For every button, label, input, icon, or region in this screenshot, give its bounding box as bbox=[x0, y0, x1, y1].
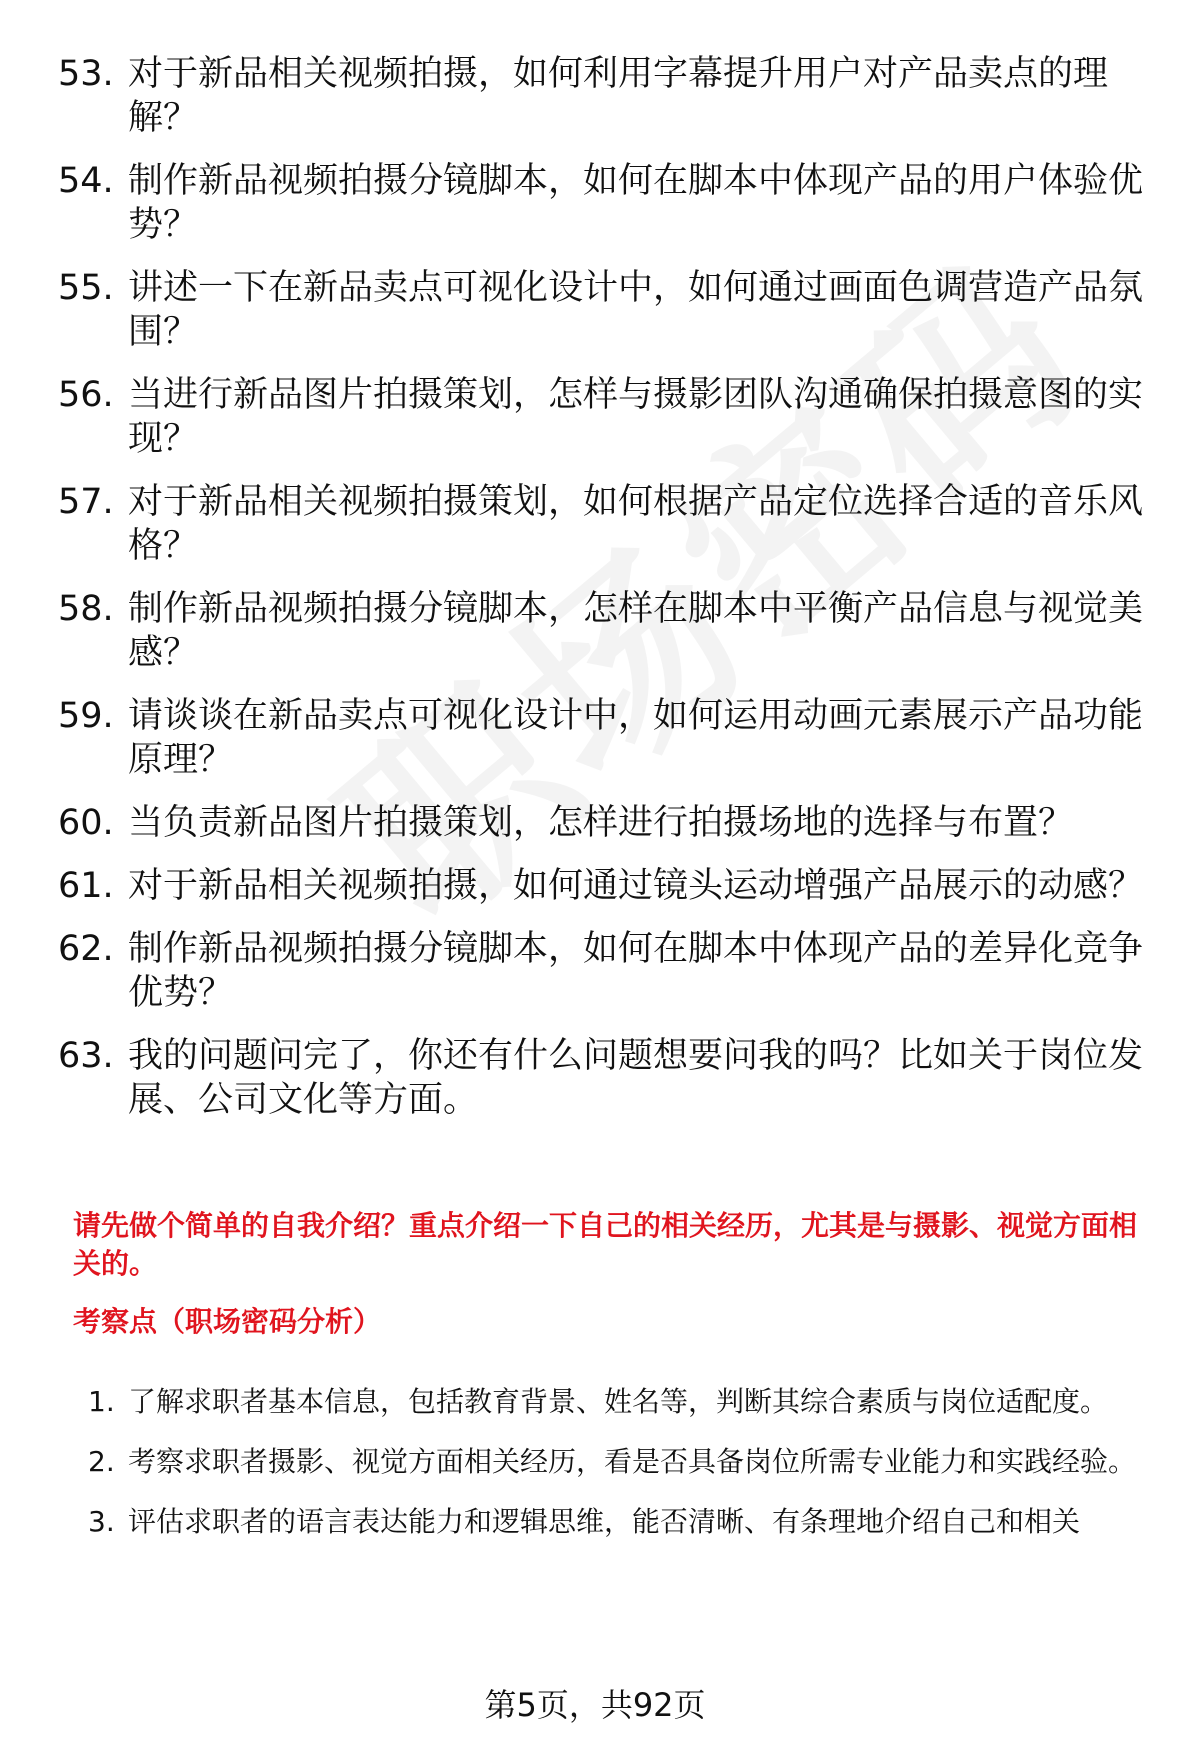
question-item bbox=[58, 373, 1150, 461]
question-number: 53. bbox=[58, 54, 114, 94]
question-text: 当进行新品图片拍摄策划，怎样与摄影团队沟通确保拍摄意图的实现？ bbox=[128, 375, 1144, 459]
question-item bbox=[58, 52, 1150, 140]
page-footer: 第5页，共92页 bbox=[484, 1686, 706, 1724]
question-item bbox=[58, 864, 1150, 908]
question-text: 对于新品相关视频拍摄策划，如何根据产品定位选择合适的音乐风格？ bbox=[128, 482, 1144, 566]
question-list bbox=[58, 52, 1150, 1141]
question-number: 61. bbox=[58, 866, 114, 906]
question-item bbox=[58, 694, 1150, 782]
analysis-point-list bbox=[88, 1372, 1150, 1552]
analysis-point bbox=[88, 1492, 1150, 1552]
analysis-heading: 考察点（职场密码分析） bbox=[73, 1305, 382, 1338]
question-item bbox=[58, 159, 1150, 247]
question-number: 62. bbox=[58, 929, 114, 969]
question-number: 57. bbox=[58, 482, 114, 522]
question-item bbox=[58, 587, 1150, 675]
question-number: 59. bbox=[58, 696, 114, 736]
analysis-point-number: 1. bbox=[88, 1385, 115, 1418]
analysis-point bbox=[88, 1372, 1150, 1432]
question-text: 讲述一下在新品卖点可视化设计中，如何通过画面色调营造产品氛围？ bbox=[128, 268, 1144, 352]
question-text: 制作新品视频拍摄分镜脚本，怎样在脚本中平衡产品信息与视觉美感？ bbox=[128, 589, 1144, 673]
question-number: 55. bbox=[58, 268, 114, 308]
analysis-point-number: 3. bbox=[88, 1505, 115, 1538]
question-item bbox=[58, 801, 1150, 845]
analysis-point-text: 评估求职者的语言表达能力和逻辑思维，能否清晰、有条理地介绍自己和相关 bbox=[128, 1505, 1081, 1538]
question-text: 对于新品相关视频拍摄，如何通过镜头运动增强产品展示的动感？ bbox=[128, 866, 1144, 906]
question-text: 我的问题问完了，你还有什么问题想要问我的吗？比如关于岗位发展、公司文化等方面。 bbox=[128, 1036, 1144, 1120]
analysis-point-text: 了解求职者基本信息，包括教育背景、姓名等，判断其综合素质与岗位适配度。 bbox=[128, 1385, 1109, 1418]
analysis-point-number: 2. bbox=[88, 1445, 115, 1478]
question-number: 58. bbox=[58, 589, 114, 629]
question-text: 制作新品视频拍摄分镜脚本，如何在脚本中体现产品的差异化竞争优势？ bbox=[128, 929, 1144, 1013]
highlight-question: 请先做个简单的自我介绍？重点介绍一下自己的相关经历，尤其是与摄影、视觉方面相关的。 bbox=[73, 1209, 1138, 1280]
question-text: 当负责新品图片拍摄策划，怎样进行拍摄场地的选择与布置？ bbox=[128, 803, 1074, 843]
question-item bbox=[58, 1034, 1150, 1122]
question-item bbox=[58, 480, 1150, 568]
question-text: 请谈谈在新品卖点可视化设计中，如何运用动画元素展示产品功能原理？ bbox=[128, 696, 1144, 780]
question-number: 63. bbox=[58, 1036, 114, 1076]
question-number: 54. bbox=[58, 161, 114, 201]
analysis-point-text: 考察求职者摄影、视觉方面相关经历，看是否具备岗位所需专业能力和实践经验。 bbox=[128, 1445, 1137, 1478]
question-number: 60. bbox=[58, 803, 114, 843]
question-number: 56. bbox=[58, 375, 114, 415]
analysis-point bbox=[88, 1432, 1150, 1492]
question-text: 制作新品视频拍摄分镜脚本，如何在脚本中体现产品的用户体验优势？ bbox=[128, 161, 1144, 245]
question-text: 对于新品相关视频拍摄，如何利用字幕提升用户对产品卖点的理解？ bbox=[128, 54, 1109, 138]
question-item bbox=[58, 266, 1150, 354]
question-item bbox=[58, 927, 1150, 1015]
